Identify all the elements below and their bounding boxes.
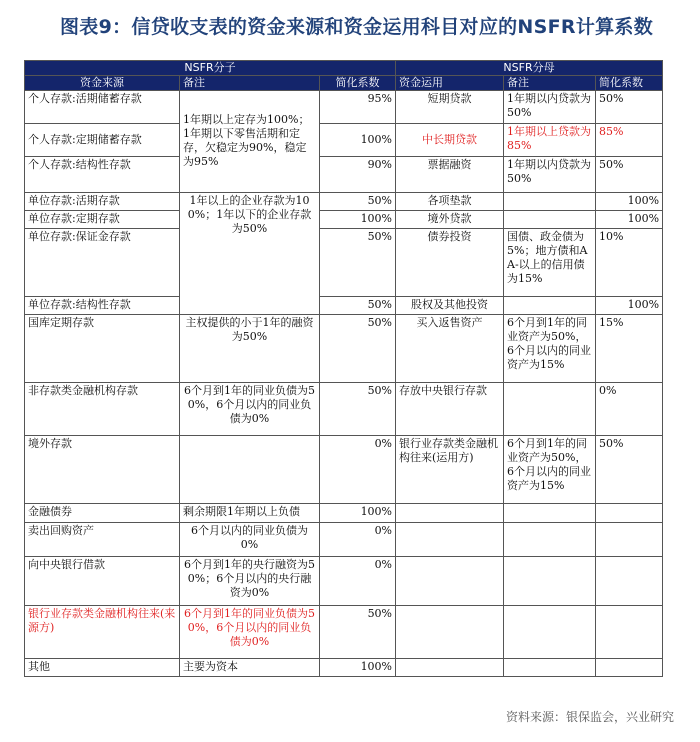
use-item: 股权及其他投资 — [396, 296, 504, 314]
col-use-header: 资金运用 — [396, 76, 504, 91]
table-row — [25, 382, 663, 435]
use-item: 银行业存款类金融机构往来(运用方) — [396, 436, 504, 504]
use-note — [504, 382, 596, 435]
source-item: 卖出回购资产 — [25, 523, 180, 557]
table-row — [25, 523, 663, 557]
source-note: 6个月到1年的央行融资为50%；6个月以内的央行融资为0% — [180, 557, 320, 606]
personal-deposit-note: 1年期以上定存为100%；1年期以下零售活期和定存，欠稳定为90%，稳定为95% — [180, 91, 320, 193]
source-coef: 90% — [320, 156, 396, 192]
chart-title: 图表9：信贷收支表的资金来源和资金运用科目对应的NSFR计算系数 — [60, 16, 654, 38]
source-coef: 50% — [320, 382, 396, 435]
use-note — [504, 605, 596, 658]
use-coef: 10% — [596, 229, 663, 297]
table-row — [25, 658, 663, 676]
corporate-deposit-note: 1年以上的企业存款为100%；1年以下的企业存款为50% — [180, 192, 320, 314]
use-coef — [596, 503, 663, 522]
source-note — [180, 436, 320, 504]
use-item: 存放中央银行存款 — [396, 382, 504, 435]
use-item — [396, 523, 504, 557]
table-row — [25, 192, 663, 210]
col-coef-right-header: 简化系数 — [596, 76, 663, 91]
source-note: 6个月以内的同业负债为0% — [180, 523, 320, 557]
source-coef: 50% — [320, 296, 396, 314]
source-coef: 0% — [320, 557, 396, 606]
use-note — [504, 503, 596, 522]
source-item: 单位存款:保证金存款 — [25, 229, 180, 297]
table-row — [25, 296, 663, 314]
source-note: 主要为资本 — [180, 658, 320, 676]
source-note: 6个月到1年的同业负债为50%，6个月以内的同业负债为0% — [180, 382, 320, 435]
use-note — [504, 557, 596, 606]
use-coef: 0% — [596, 382, 663, 435]
source-coef: 50% — [320, 605, 396, 658]
use-coef: 15% — [596, 314, 663, 382]
use-item: 债券投资 — [396, 229, 504, 297]
col-source-header: 资金来源 — [25, 76, 180, 91]
use-note: 6个月到1年的同业资产为50%，6个月以内的同业资产为15% — [504, 314, 596, 382]
source-coef: 0% — [320, 523, 396, 557]
use-note — [504, 523, 596, 557]
use-coef: 50% — [596, 91, 663, 124]
table-row — [25, 156, 663, 192]
use-coef — [596, 523, 663, 557]
use-note: 1年期以内贷款为50% — [504, 156, 596, 192]
use-note: 国债、政金债为5%；地方债和AA-以上的信用债为15% — [504, 229, 596, 297]
source-item: 个人存款:结构性存款 — [25, 156, 180, 192]
use-coef — [596, 557, 663, 606]
source-note: 6个月到1年的同业负债为50%，6个月以内的同业负债为0% — [180, 605, 320, 658]
source-coef: 0% — [320, 436, 396, 504]
source-item: 向中央银行借款 — [25, 557, 180, 606]
use-coef: 100% — [596, 192, 663, 210]
source-coef: 95% — [320, 91, 396, 124]
source-coef: 100% — [320, 123, 396, 156]
source-item: 单位存款:结构性存款 — [25, 296, 180, 314]
source-item: 个人存款:定期储蓄存款 — [25, 123, 180, 156]
use-coef: 100% — [596, 210, 663, 228]
use-item — [396, 658, 504, 676]
source-coef: 100% — [320, 210, 396, 228]
use-item — [396, 605, 504, 658]
table-row — [25, 229, 663, 297]
source-note: 剩余期限1年期以上负债 — [180, 503, 320, 522]
col-note-right-header: 备注 — [504, 76, 596, 91]
nsfr-coefficient-table — [24, 60, 663, 677]
table-row — [25, 314, 663, 382]
use-note — [504, 192, 596, 210]
source-item: 单位存款:活期存款 — [25, 192, 180, 210]
use-coef: 50% — [596, 436, 663, 504]
use-note — [504, 210, 596, 228]
use-coef — [596, 658, 663, 676]
source-coef: 50% — [320, 229, 396, 297]
use-note: 6个月到1年的同业资产为50%，6个月以内的同业资产为15% — [504, 436, 596, 504]
source-coef: 50% — [320, 314, 396, 382]
use-item: 票据融资 — [396, 156, 504, 192]
use-item: 各项垫款 — [396, 192, 504, 210]
source-item: 单位存款:定期存款 — [25, 210, 180, 228]
source-note-footer: 资料来源：银保监会，兴业研究 — [505, 710, 674, 724]
use-item: 买入返售资产 — [396, 314, 504, 382]
source-item: 国库定期存款 — [25, 314, 180, 382]
use-coef: 85% — [596, 123, 663, 156]
use-coef: 50% — [596, 156, 663, 192]
source-coef: 100% — [320, 503, 396, 522]
source-item: 境外存款 — [25, 436, 180, 504]
table-row — [25, 91, 663, 124]
source-coef: 100% — [320, 658, 396, 676]
use-item: 中长期贷款 — [396, 123, 504, 156]
use-coef — [596, 605, 663, 658]
use-note: 1年期以上贷款为85% — [504, 123, 596, 156]
source-coef: 50% — [320, 192, 396, 210]
source-item: 银行业存款类金融机构往来(来源方) — [25, 605, 180, 658]
source-note: 主权提供的小于1年的融资为50% — [180, 314, 320, 382]
table-row — [25, 605, 663, 658]
table-row — [25, 123, 663, 156]
table-row — [25, 436, 663, 504]
use-item — [396, 557, 504, 606]
use-note — [504, 658, 596, 676]
table-row — [25, 557, 663, 606]
denominator-header: NSFR分母 — [396, 61, 663, 76]
use-item: 短期贷款 — [396, 91, 504, 124]
use-coef: 100% — [596, 296, 663, 314]
source-item: 金融债券 — [25, 503, 180, 522]
table-row — [25, 210, 663, 228]
numerator-header: NSFR分子 — [25, 61, 396, 76]
source-item: 非存款类金融机构存款 — [25, 382, 180, 435]
use-note — [504, 296, 596, 314]
use-item: 境外贷款 — [396, 210, 504, 228]
use-note: 1年期以内贷款为50% — [504, 91, 596, 124]
source-item: 其他 — [25, 658, 180, 676]
col-coef-left-header: 简化系数 — [320, 76, 396, 91]
use-item — [396, 503, 504, 522]
table-row — [25, 503, 663, 522]
col-note-left-header: 备注 — [180, 76, 320, 91]
source-item: 个人存款:活期储蓄存款 — [25, 91, 180, 124]
